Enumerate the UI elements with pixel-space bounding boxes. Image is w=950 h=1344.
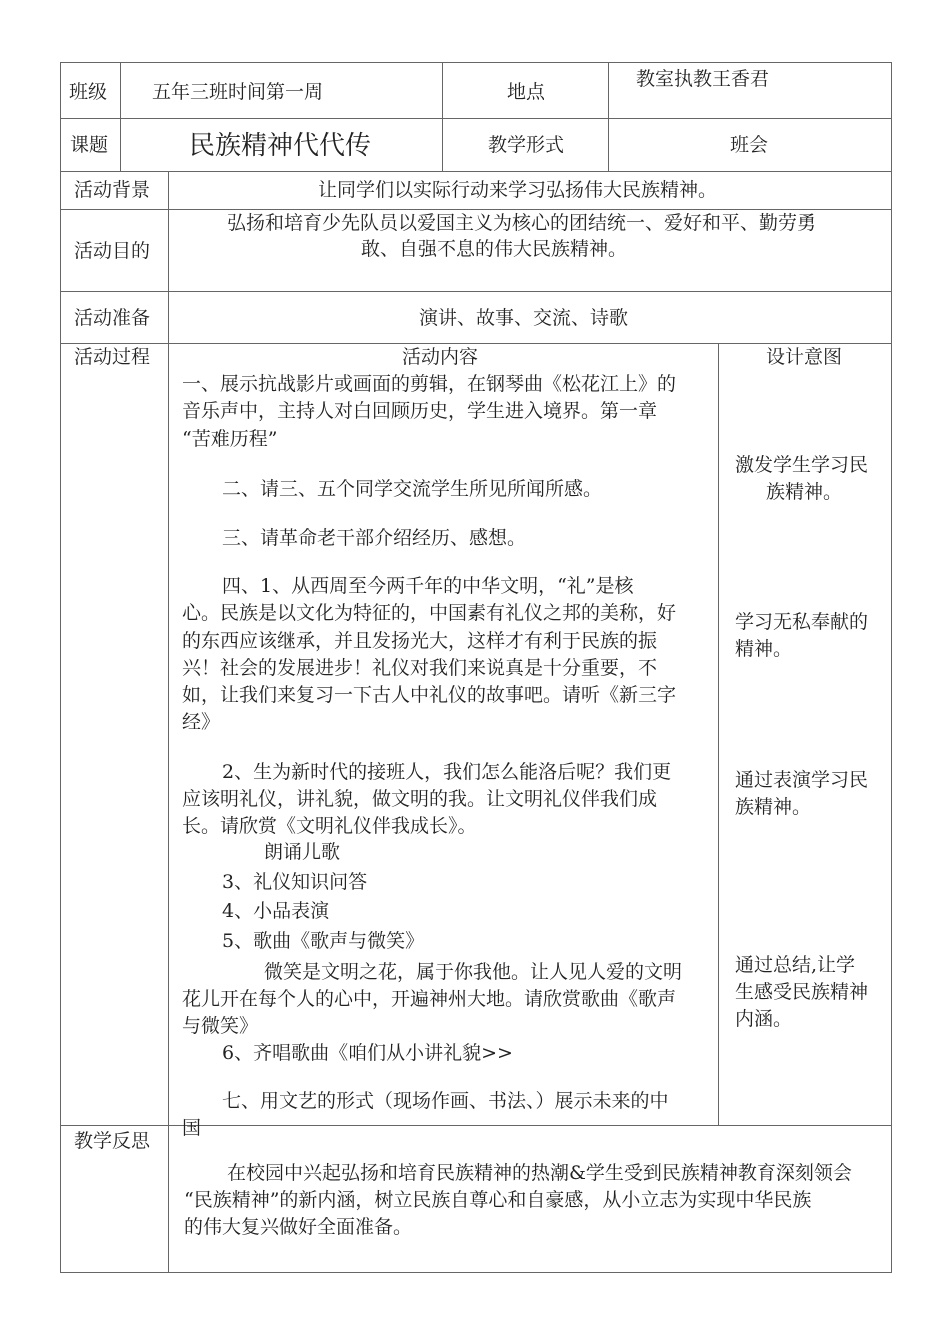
intent-line: 通过表演学习民 — [735, 769, 869, 791]
grid-line — [608, 62, 609, 171]
prep-label: 活动准备 — [74, 307, 151, 329]
grid-line — [60, 291, 892, 292]
content-line: 微笑是文明之花，属于你我他。让人见人爱的文明 — [264, 961, 683, 983]
reflection-line: “民族精神”的新内涵，树立民族自尊心和自豪感，从小立志为实现中华民族 — [184, 1189, 812, 1211]
content-line: 5、歌曲《歌声与微笑》 — [222, 930, 425, 952]
content-line: 七、用文艺的形式（现场作画、书法、）展示未来的中 — [222, 1090, 669, 1112]
place-label: 地点 — [507, 81, 546, 103]
content-header: 活动内容 — [402, 346, 479, 368]
background-value: 让同学们以实际行动来学习弘扬伟大民族精神。 — [318, 179, 718, 201]
design-header: 设计意图 — [766, 346, 843, 368]
grid-line — [120, 62, 121, 171]
goal-line: 弘扬和培育少先队员以爱国主义为核心的团结统一、爱好和平、勤劳勇 — [227, 212, 817, 234]
content-line: 与微笑》 — [182, 1015, 259, 1037]
content-line: 3、礼仪知识问答 — [222, 871, 368, 893]
grid-line — [442, 62, 443, 171]
content-line: 音乐声中，主持人对白回顾历史，学生进入境界。第一章 — [182, 400, 658, 422]
content-line: 经》 — [182, 711, 221, 733]
content-line: 心。民族是以文化为特征的，中国素有礼仪之邦的美称，好 — [182, 602, 677, 624]
grid-line — [718, 343, 719, 1125]
content-line: 一、展示抗战影片或画面的剪辑，在钢琴曲《松花江上》的 — [182, 373, 677, 395]
content-line: 长。请欣赏《文明礼仪伴我成长》。 — [182, 815, 477, 837]
class-label: 班级 — [69, 81, 108, 103]
prep-value: 演讲、故事、交流、诗歌 — [419, 307, 629, 329]
grid-line — [60, 62, 61, 1273]
goal-label: 活动目的 — [74, 240, 151, 262]
reflection-label: 教学反思 — [74, 1130, 151, 1152]
intent-line: 族精神。 — [735, 796, 812, 818]
content-line: 国 — [182, 1117, 202, 1139]
reflection-line: 的伟大复兴做好全面准备。 — [184, 1216, 413, 1238]
content-line: 三、请革命老干部介绍经历、感想。 — [222, 527, 527, 549]
place-value: 教室执教王香君 — [636, 68, 770, 90]
process-label: 活动过程 — [74, 346, 151, 368]
content-line: 应该明礼仪，讲礼貌，做文明的我。让文明礼仪伴我们成 — [182, 788, 658, 810]
form-value: 班会 — [730, 134, 769, 156]
background-label: 活动背景 — [74, 179, 151, 201]
topic-value: 民族精神代代传 — [189, 131, 372, 161]
content-line: 6、齐唱歌曲《咱们从小讲礼貌>> — [222, 1042, 513, 1064]
content-line: 2、生为新时代的接班人，我们怎么能洛后呢？我们更 — [222, 761, 672, 783]
intent-line: 通过总结,让学 — [735, 954, 856, 976]
content-line: 四、1、从西周至今两千年的中华文明，“礼”是核 — [222, 575, 634, 597]
content-line: 4、小品表演 — [222, 900, 330, 922]
intent-line: 生感受民族精神 — [735, 981, 869, 1003]
content-line: 如，让我们来复习一下古人中礼仪的故事吧。请听《新三字 — [182, 684, 677, 706]
intent-line: 精神。 — [735, 638, 793, 660]
grid-line — [60, 118, 892, 119]
content-line: “苦难历程” — [182, 428, 278, 450]
reflection-line: 在校园中兴起弘扬和培育民族精神的热潮&学生受到民族精神教育深刻领会 — [227, 1162, 852, 1184]
content-line: 兴！社会的发展进步！礼仪对我们来说真是十分重要，不 — [182, 657, 658, 679]
content-line: 花儿开在每个人的心中，开遍神州大地。请欣赏歌曲《歌声 — [182, 988, 677, 1010]
form-label: 教学形式 — [488, 134, 565, 156]
content-line: 朗诵儿歌 — [264, 841, 341, 863]
intent-line: 激发学生学习民 — [735, 454, 869, 476]
class-value: 五年三班时间第一周 — [152, 81, 324, 103]
grid-line — [60, 171, 892, 172]
grid-line — [60, 62, 892, 63]
topic-label: 课题 — [70, 134, 109, 156]
intent-line: 族精神。 — [766, 481, 843, 503]
grid-line — [891, 62, 892, 1273]
content-line: 二、请三、五个同学交流学生所见所闻所感。 — [222, 478, 603, 500]
intent-line: 学习无私奉献的 — [735, 611, 869, 633]
activity-content — [169, 344, 718, 1139]
content-line: 的东西应该继承，并且发扬光大，这样才有利于民族的振 — [182, 630, 658, 652]
intent-line: 内涵。 — [735, 1008, 793, 1030]
goal-line: 敢、自强不息的伟大民族精神。 — [361, 238, 628, 260]
grid-line — [60, 1272, 892, 1273]
